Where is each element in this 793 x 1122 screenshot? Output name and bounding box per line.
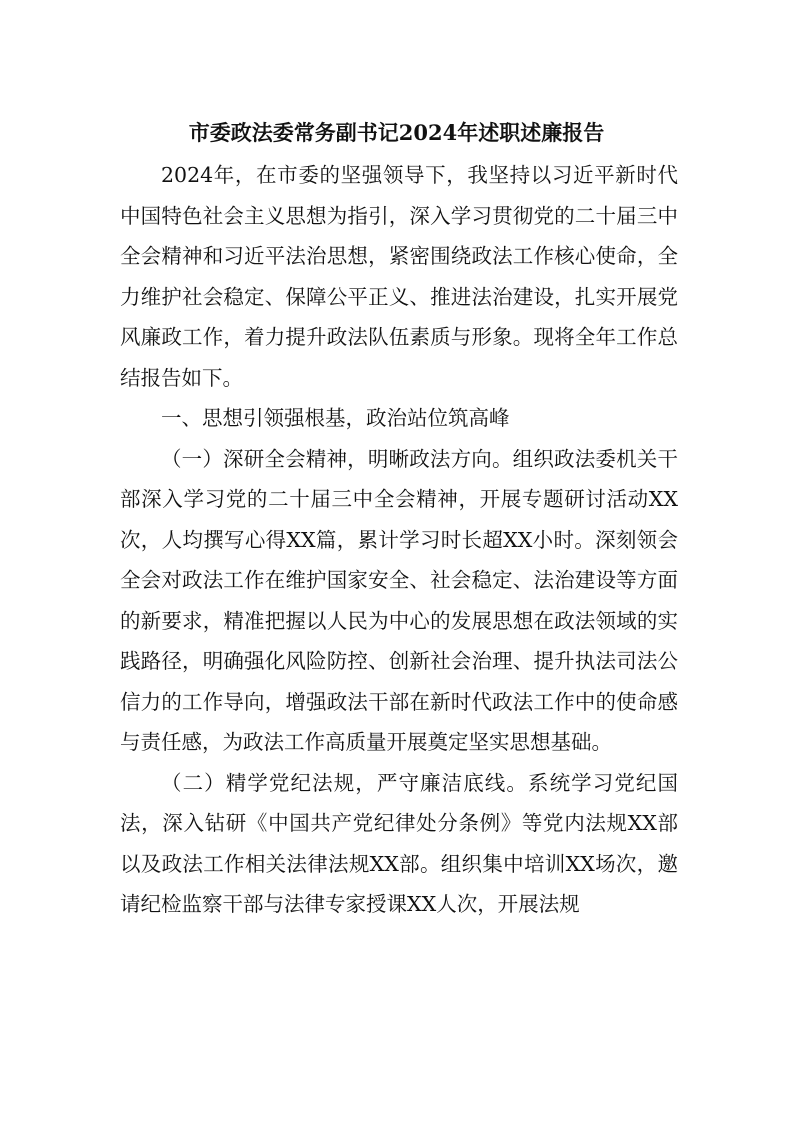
section-paragraph-2: （二）精学党纪法规，严守廉洁底线。系统学习党纪国法，深入钻研《中国共产党纪律处分条例》等党内法规XX部以及政法工作相关法律法规XX部。组织集中培训XX场次，邀请纪检监察干部与法律专家授课XX人次，开展法规 [120,770,678,916]
document-body [120,155,678,925]
section-paragraph-1: （一）深研全会精神，明晰政法方向。组织政法委机关干部深入学习党的二十届三中全会精神，开展专题研讨活动XX次，人均撰写心得XX篇，累计学习时长超XX小时。深刻领会全会对政法工作在维护国家安全、社会稳定、法治建设等方面的新要求，精准把握以人民为中心的发展思想在政法领域的实践路径，明确强化风险防控、创新社会治理、提升执法司法公信力的工作导向，增强政法干部在新时代政法工作中的使命感与责任感，为政法工作高质量开展奠定坚实思想基础。 [120,446,678,754]
intro-paragraph: 2024年，在市委的坚强领导下，我坚持以习近平新时代中国特色社会主义思想为指引，深入学习贯彻党的二十届三中全会精神和习近平法治思想，紧密围绕政法工作核心使命，全力维护社会稳定、保障公平正义、推进法治建设，扎实开展党风廉政工作，着力提升政法队伍素质与形象。现将全年工作总结报告如下。 [120,163,678,390]
document-title: 市委政法委常务副书记2024年述职述廉报告 [188,120,605,145]
section-heading: 一、思想引领强根基，政治站位筑高峰 [161,406,510,430]
